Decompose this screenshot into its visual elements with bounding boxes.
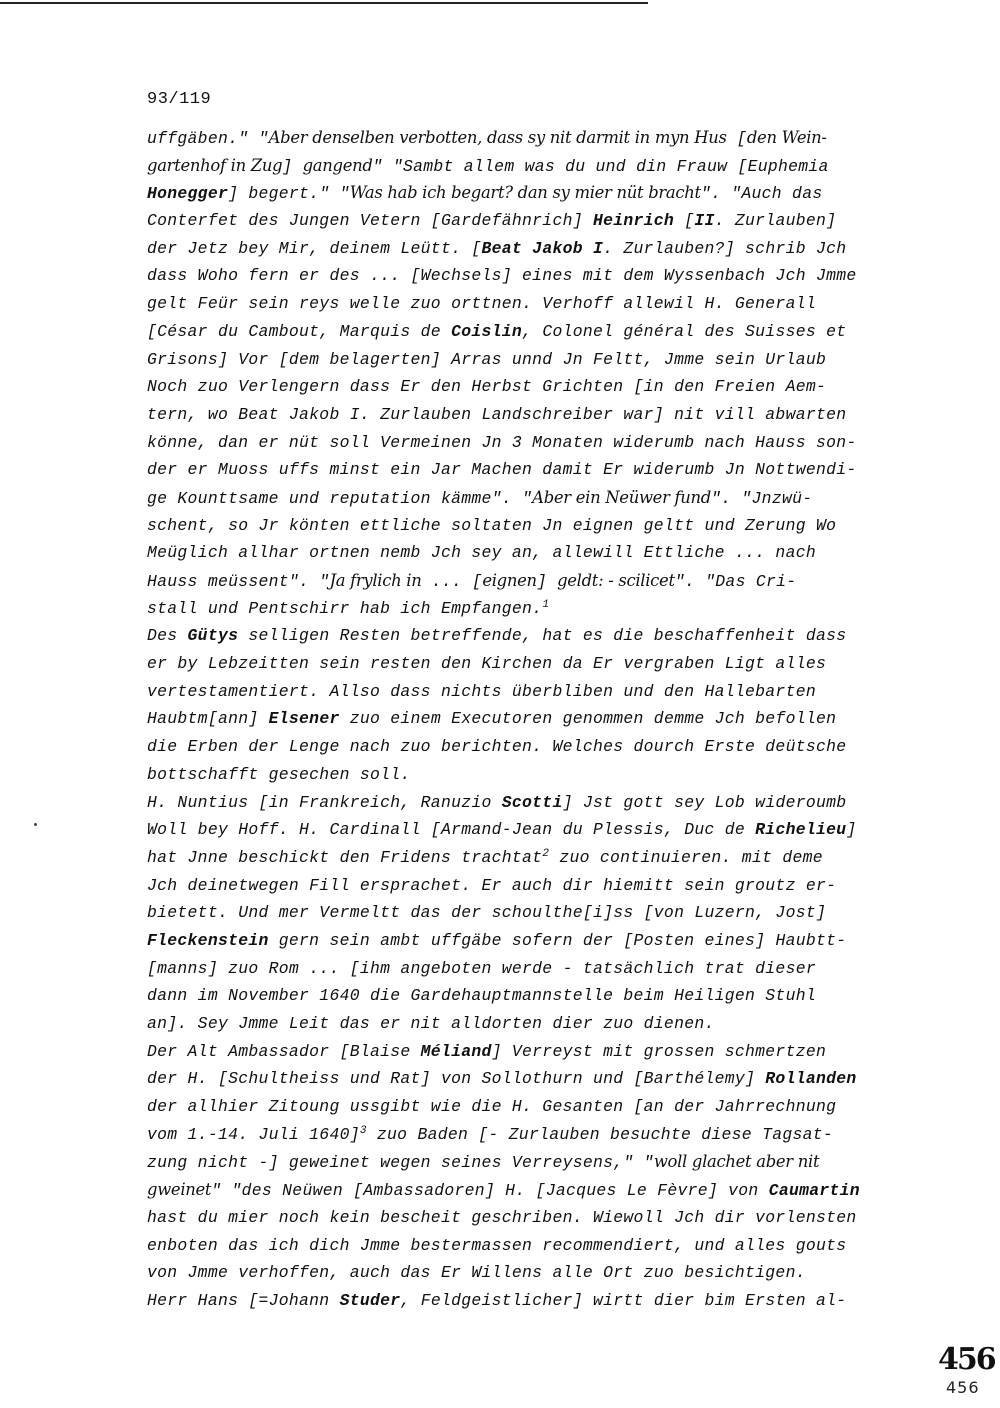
text-line — [147, 124, 907, 152]
text-segment: von Jmme verhoffen, auch das Er Willens alle Ort zuo besichtigen. — [147, 1263, 806, 1283]
bold-name: Richelieu — [755, 820, 847, 840]
top-border-line — [0, 2, 648, 4]
text-line — [147, 1093, 907, 1121]
text-segment: könne, dan er nüt soll Vermeinen Jn 3 Monaten widerumb nach Hauss son- — [147, 432, 857, 452]
text-segment: die Erben der Lenge nach zuo berichten. Welches dourch Erste deütsche — [147, 737, 847, 757]
text-segment: zuo continuieren. mit deme — [549, 847, 823, 867]
text-line — [147, 705, 907, 733]
bold-name: Méliand — [420, 1041, 492, 1061]
text-line — [147, 484, 907, 512]
text-segment: Meüglich allhar ortnen nemb Jch sey an, allewill Ettliche ... nach — [147, 543, 816, 563]
text-segment: Grisons] Vor [dem belagerten] Arras unnd Jn Feltt, Jmme sein Urlaub — [147, 349, 827, 369]
text-segment: Haubtm[ann] — [147, 709, 269, 729]
bold-name: Beat Jakob I — [481, 238, 604, 258]
text-segment: [ — [674, 211, 695, 231]
quoted-original: Aber denselben verbotten, dass sy nit darmit in myn Hus — [268, 128, 727, 147]
text-line — [147, 816, 907, 844]
text-line — [147, 207, 907, 235]
text-line — [147, 650, 907, 678]
text-line — [147, 595, 907, 623]
bold-name: Fleckenstein — [147, 930, 269, 950]
text-line — [147, 262, 907, 290]
text-segment: Conterfet des Jungen Vetern [Gardefähnrich] — [147, 211, 593, 231]
text-segment: ] Verreyst mit grossen schmertzen — [491, 1041, 827, 1061]
text-segment: ] — [846, 820, 857, 840]
text-segment: vertestamentiert. Allso dass nichts überbliben und den Hallebarten — [147, 681, 816, 701]
text-segment: ge Kounttsame und reputation kämme". " — [147, 488, 533, 508]
text-line — [147, 152, 907, 180]
text-segment: Noch zuo Verlengern dass Er den Herbst Grichten [in den Freien Aem- — [147, 377, 827, 397]
quoted-original: gweinet — [147, 1180, 212, 1200]
bold-name: Honegger — [147, 184, 229, 204]
quoted-original: eignen — [482, 571, 537, 590]
text-segment: " "Sambt allem was du und din Frauw [Euphemia — [372, 156, 829, 176]
text-line — [147, 1232, 907, 1260]
pencil-page-number: 456 — [946, 1378, 980, 1397]
text-segment: der allhier Zitoung ussgibt wie die H. Gesanten [an der Jahrrechnung — [147, 1097, 837, 1117]
text-segment: der er Muoss uffs minst ein Jar Machen damit Er widerumb Jn Nottwendi- — [147, 460, 857, 480]
text-segment: Herr Hans [=Johann — [147, 1290, 340, 1310]
text-segment: bietett. Und mer Vermeltt das der schoulthe[i]ss [von Luzern, Jost] — [147, 903, 827, 923]
text-segment: vom 1.-14. Juli 1640] — [147, 1124, 360, 1144]
text-line — [147, 789, 907, 817]
quoted-original: gangend — [302, 155, 373, 175]
text-line — [147, 1259, 907, 1287]
bold-name: Elsener — [268, 709, 340, 729]
text-segment: zuo Baden [- Zurlauben besuchte diese Tagsat- — [366, 1124, 834, 1144]
text-segment: bottschafft gesechen soll. — [147, 764, 411, 784]
text-line — [147, 179, 907, 207]
bold-name: Heinrich — [592, 211, 675, 231]
text-segment: dann im November 1640 die Gardehauptmannstelle beim Heiligen Stuhl — [147, 986, 816, 1006]
quoted-original: Ja frylich in — [329, 571, 422, 590]
footnote-ref: 3 — [359, 1124, 367, 1137]
text-segment: gelt Feür sein reys welle zuo orttnen. Verhoff allewil H. Generall — [147, 294, 816, 314]
text-segment: schent, so Jr könten ettliche soltaten Jn eignen geltt und Zerung Wo — [147, 515, 837, 535]
text-line — [147, 844, 907, 872]
text-segment: uffgäben." " — [147, 129, 269, 148]
text-segment: stall und Pentschirr hab ich Empfangen. — [147, 598, 543, 618]
text-segment: ... [ — [421, 572, 483, 591]
text-segment: hast du mier noch kein bescheit geschriben. Wiewoll Jch dir vorlensten — [147, 1207, 857, 1227]
text-segment: der Jetz bey Mir, deinem Leütt. [ — [147, 238, 482, 258]
text-line — [147, 429, 907, 457]
text-line — [147, 1204, 907, 1232]
quoted-original: geldt: - scilicet — [557, 571, 675, 590]
text-segment: Hauss meüssent". " — [147, 572, 330, 591]
text-line — [147, 373, 907, 401]
transcription-body — [147, 124, 907, 1315]
text-segment: zuo einem Executoren genommen demme Jch befollen — [339, 709, 837, 729]
text-line — [147, 678, 907, 706]
text-line — [147, 1148, 907, 1176]
text-segment: ". "Jnzwü- — [711, 488, 813, 508]
text-line — [147, 401, 907, 429]
text-segment: . Zurlauben] — [714, 211, 837, 231]
text-line — [147, 318, 907, 346]
text-line — [147, 622, 907, 650]
text-segment: [ — [726, 129, 747, 148]
scan-speck — [34, 823, 37, 826]
text-segment: . Zurlauben?] schrib Jch — [603, 238, 847, 258]
text-segment: enboten das ich dich Jmme bestermassen recommendiert, und alles gouts — [147, 1235, 847, 1255]
text-segment: er by Lebzeitten sein resten den Kirchen da Er vergraben Ligt alles — [147, 654, 827, 674]
text-segment: tern, wo Beat Jakob I. Zurlauben Landschreiber war] nit vill abwarten — [147, 404, 847, 424]
bold-name: Coislin — [451, 321, 523, 341]
text-line — [147, 1287, 907, 1315]
bold-name: Caumartin — [768, 1181, 860, 1201]
bold-name: Studer — [339, 1290, 401, 1310]
text-segment: ". "Das Cri- — [674, 572, 797, 591]
page-number: 93/119 — [147, 90, 212, 109]
text-segment: selligen Resten betreffende, hat es die beschaffenheit dass — [238, 626, 847, 646]
text-segment: ] — [536, 572, 558, 591]
text-line — [147, 927, 907, 955]
text-segment: hat Jnne beschickt den Fridens trachtat — [147, 847, 543, 867]
text-segment: Jch deinetwegen Fill ersprachet. Er auch dir hiemitt sein groutz er- — [147, 875, 837, 895]
text-line — [147, 1010, 907, 1038]
text-line — [147, 290, 907, 318]
bold-name: II — [694, 211, 715, 231]
text-line — [147, 1038, 907, 1066]
text-line — [147, 1176, 907, 1204]
text-segment: H. Nuntius [in Frankreich, Ranuzio — [147, 792, 502, 812]
text-segment: [manns] zuo Rom ... [ihm angeboten werde - tatsächlich trat dieser — [147, 958, 816, 978]
bold-name: Gütys — [187, 626, 239, 646]
text-segment: Der Alt Ambassador [Blaise — [147, 1041, 421, 1061]
text-segment: Des — [147, 626, 188, 646]
text-line — [147, 539, 907, 567]
text-segment: zung nicht -] geweinet wegen seines Verreysens," " — [147, 1153, 654, 1173]
text-segment: Woll bey Hoff. H. Cardinall [Armand-Jean du Plessis, Duc de — [147, 820, 756, 840]
text-line — [147, 733, 907, 761]
text-segment: ] Jst gott sey Lob wideroumb — [562, 792, 847, 812]
text-segment: der H. [Schultheiss und Rat] von Sollothurn und [Barthélemy] — [147, 1069, 766, 1089]
quoted-original: gartenhof in Zug — [147, 155, 283, 175]
text-line — [147, 761, 907, 789]
text-line — [147, 235, 907, 263]
archive-stamp: 456 — [938, 1342, 995, 1377]
bold-name: Scotti — [501, 792, 563, 812]
quoted-original: den Wein- — [746, 128, 827, 147]
quoted-original: Was hab ich begart? dan sy mier nüt bracht — [349, 183, 701, 203]
text-segment: an]. Sey Jmme Leit das er nit alldorten dier zuo dienen. — [147, 1014, 715, 1033]
text-line — [147, 1065, 907, 1093]
footnote-ref: 1 — [542, 598, 550, 611]
text-segment: , Colonel général des Suisses et — [522, 321, 847, 341]
text-line — [147, 346, 907, 374]
text-line — [147, 955, 907, 983]
text-line — [147, 872, 907, 900]
footnote-ref: 2 — [542, 847, 550, 860]
text-segment: [César du Cambout, Marquis de — [147, 321, 452, 341]
text-segment: ". "Auch das — [700, 184, 823, 204]
bold-name: Rollanden — [765, 1069, 857, 1089]
text-line — [147, 456, 907, 484]
text-line — [147, 899, 907, 927]
text-line — [147, 1121, 907, 1149]
text-line — [147, 982, 907, 1010]
text-segment: dass Woho fern er des ... [Wechsels] eines mit dem Wyssenbach Jch Jmme — [147, 266, 857, 286]
text-segment: ] — [282, 156, 303, 176]
text-segment: ] begert." " — [228, 184, 350, 204]
text-segment: gern sein ambt uffgäbe sofern der [Posten eines] Haubtt- — [268, 930, 847, 950]
text-line — [147, 512, 907, 540]
text-segment: " "des Neüwen [Ambassadoren] H. [Jacques Le Fèvre] von — [211, 1181, 769, 1201]
quoted-original: Aber ein Neüwer fund — [532, 487, 711, 507]
text-segment: , Feldgeistlicher] wirtt dier bim Ersten al- — [400, 1290, 847, 1310]
quoted-original: woll glachet aber nit — [653, 1152, 820, 1172]
text-line — [147, 567, 907, 595]
